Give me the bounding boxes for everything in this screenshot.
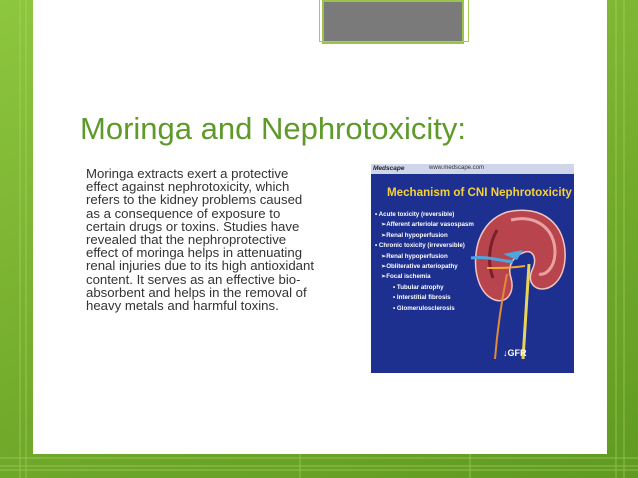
decorative-header-rectangle	[322, 0, 464, 44]
figure-header-bar	[371, 164, 574, 174]
figure-list-item: ➢Focal ischemia	[381, 273, 431, 281]
figure-list-item: • Chronic toxicity (irreversible)	[375, 242, 465, 250]
figure-title: Mechanism of CNI Nephrotoxicity	[387, 186, 572, 199]
mechanism-figure	[371, 164, 574, 373]
figure-list-item: ➢Renal hypoperfusion	[381, 252, 448, 260]
figure-url: www.medscape.com	[429, 165, 485, 171]
figure-list-item: • Glomerulosclerosis	[393, 304, 455, 312]
figure-brand: Medscape	[373, 165, 405, 172]
figure-list-item: ➢Afferent arteriolar vasospasm	[381, 221, 474, 229]
figure-bullet-list	[375, 210, 495, 314]
figure-list-item: • Interstitial fibrosis	[393, 294, 451, 302]
gfr-label: ↓GFR	[503, 348, 527, 358]
slide-body-text: Moringa extracts exert a protective effect against nephrotoxicity, which refers to the kidney problems caused as a consequence of exposure to certain drugs or toxins. Studies have revealed that the nephroprotective effect of moringa helps in attenuating renal injuries due to its high antioxidant content. It serves as an effective bio-absorbent and helps in the removal of heavy metals and harmful toxins.	[86, 166, 314, 314]
figure-list-item: ➢Obliterative arteriopathy	[381, 263, 458, 271]
figure-list-item: ➢Renal hypoperfusion	[381, 231, 448, 239]
slide-title: Moringa and Nephrotoxicity:	[80, 111, 466, 146]
figure-list-item: • Tubular atrophy	[393, 283, 444, 291]
figure-list-item: • Acute toxicity (reversible)	[375, 211, 455, 218]
down-arrow-icon: ↓	[503, 348, 508, 358]
